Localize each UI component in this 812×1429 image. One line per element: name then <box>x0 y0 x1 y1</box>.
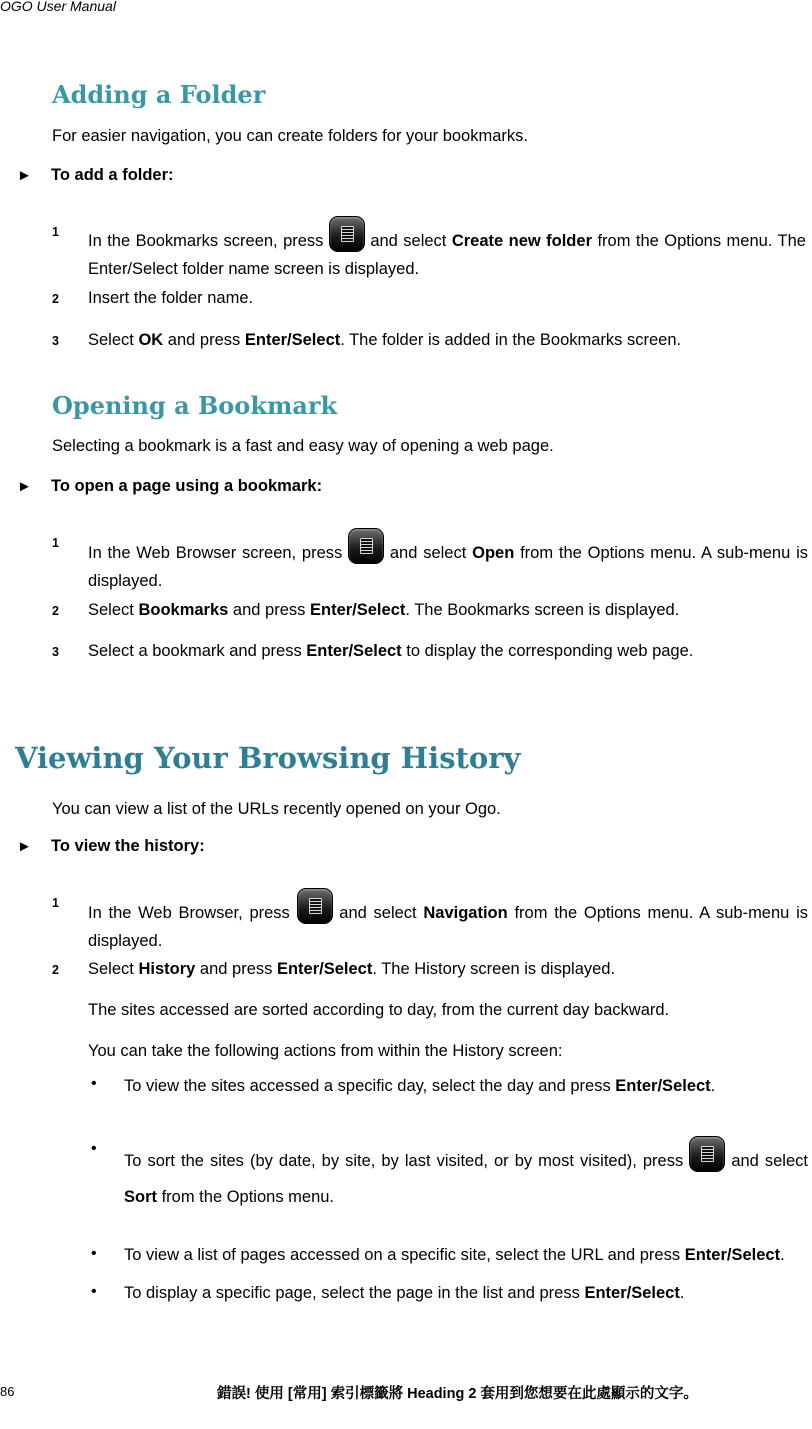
bookmark-step-1: In the Web Browser screen, press and select Open from the Options menu. A sub-menu is displayed. <box>88 528 808 595</box>
heading-browsing-history: Viewing Your Browsing History <box>15 741 521 775</box>
step-number: 3 <box>52 334 59 348</box>
bookmark-procedure-heading: ► To open a page using a bookmark: <box>17 477 323 495</box>
folder-step-1: In the Bookmarks screen, press and select Create new folder from the Options menu. The Enter/Select folder name screen is displayed. <box>88 216 806 283</box>
history-note-sorted: The sites accessed are sorted according to day, from the current day backward. <box>88 1001 670 1019</box>
page-number: 86 <box>0 1384 15 1399</box>
bullet-icon: • <box>91 1140 97 1157</box>
history-step-2: Select History and press Enter/Select. The History screen is displayed. <box>88 960 616 978</box>
history-note-actions: You can take the following actions from within the History screen: <box>88 1042 563 1060</box>
step-number: 2 <box>52 604 59 618</box>
options-menu-key-icon <box>329 216 365 252</box>
arrow-right-icon: ► <box>17 838 32 855</box>
step-number: 1 <box>52 536 59 550</box>
step-number: 2 <box>52 292 59 306</box>
arrow-right-icon: ► <box>17 478 32 495</box>
folder-intro: For easier navigation, you can create folders for your bookmarks. <box>52 127 528 145</box>
bookmark-step-3: Select a bookmark and press Enter/Select to display the corresponding web page. <box>88 642 694 660</box>
bookmark-intro: Selecting a bookmark is a fast and easy way of opening a web page. <box>52 437 554 455</box>
options-menu-key-icon <box>348 528 384 564</box>
bullet-icon: • <box>91 1075 97 1092</box>
history-bullet-4: To display a specific page, select the page in the list and press Enter/Select. <box>124 1284 685 1302</box>
heading-opening-bookmark: Opening a Bookmark <box>52 391 338 420</box>
step-number: 2 <box>52 963 59 977</box>
options-menu-key-icon <box>689 1136 725 1172</box>
arrow-right-icon: ► <box>17 167 32 184</box>
folder-step-3: Select OK and press Enter/Select. The folder is added in the Bookmarks screen. <box>88 331 682 349</box>
heading-adding-folder: Adding a Folder <box>52 80 266 109</box>
options-menu-key-icon <box>297 888 333 924</box>
bookmark-step-2: Select Bookmarks and press Enter/Select. The Bookmarks screen is displayed. <box>88 601 680 619</box>
step-number: 3 <box>52 645 59 659</box>
step-number: 1 <box>52 225 59 239</box>
history-bullet-3: To view a list of pages accessed on a specific site, select the URL and press Enter/Select. <box>124 1246 785 1264</box>
history-bullet-2: To sort the sites (by date, by site, by last visited, or by most visited), press and select Sort from the Options menu. <box>124 1136 808 1215</box>
footer-error-text: 錯誤! 使用 [常用] 索引標籤將 Heading 2 套用到您想要在此處顯示的文字。 <box>217 1386 698 1402</box>
step-number: 1 <box>52 896 59 910</box>
bullet-icon: • <box>91 1283 97 1300</box>
folder-step-2: Insert the folder name. <box>88 289 254 307</box>
history-procedure-heading: ► To view the history: <box>17 837 205 855</box>
running-head: OGO User Manual <box>0 0 116 14</box>
folder-procedure-heading: ► To add a folder: <box>17 166 174 184</box>
history-intro: You can view a list of the URLs recently opened on your Ogo. <box>52 800 501 818</box>
bullet-icon: • <box>91 1245 97 1262</box>
history-bullet-1: To view the sites accessed a specific day, select the day and press Enter/Select. <box>124 1077 716 1095</box>
history-step-1: In the Web Browser, press and select Navigation from the Options menu. A sub-menu is displayed. <box>88 888 808 955</box>
